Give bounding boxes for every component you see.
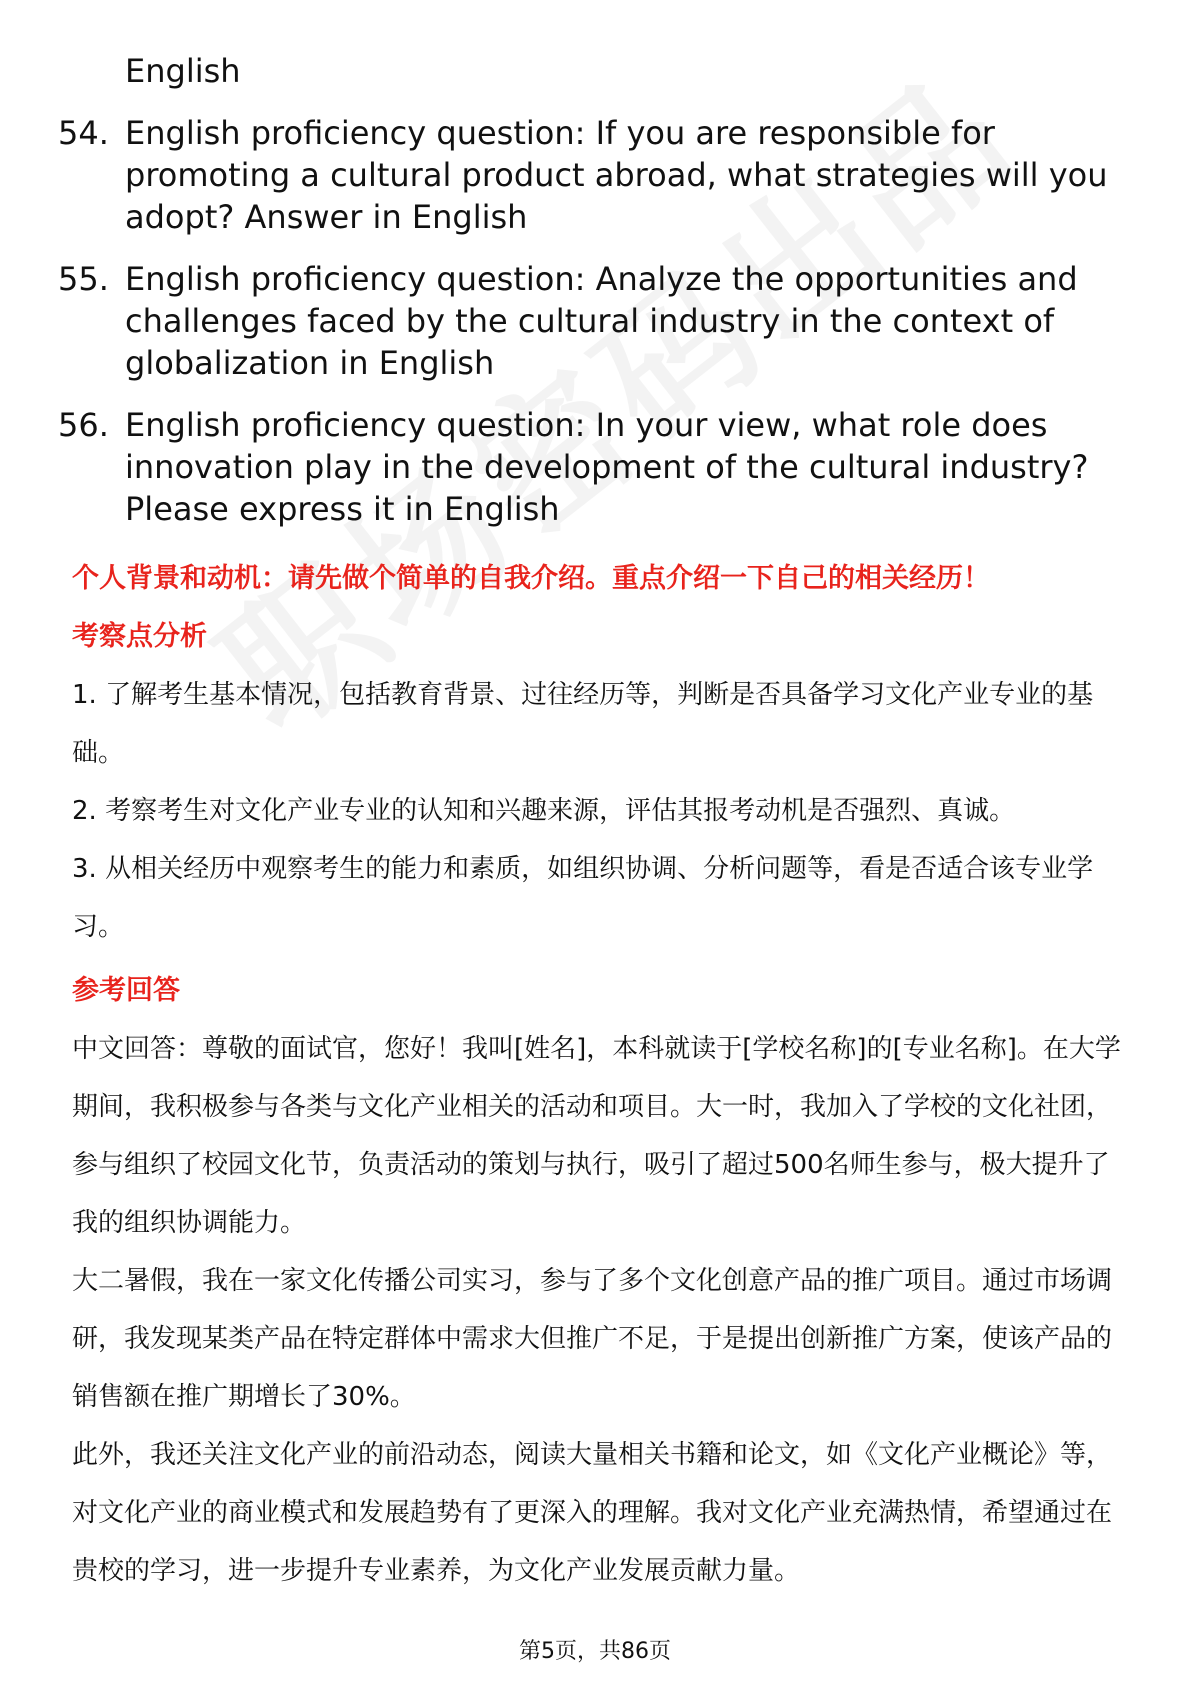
reference-paragraph: 此外，我还关注文化产业的前沿动态，阅读大量相关书籍和论文，如《文化产业概论》等，对文化产业的商业模式和发展趋势有了更深入的理解。我对文化产业充满热情，希望通过在贵校的学习，进一步提升专业素养，为文化产业发展贡献力量。 <box>72 1440 1113 1586</box>
list-item <box>58 112 1108 238</box>
question-text: English proficiency question: If you are responsible for promoting a cultural product abroad, what strategies will you adopt? Answer in English <box>125 114 1108 236</box>
interview-question-section <box>72 560 1132 1600</box>
analysis-point: 2. 考察考生对文化产业专业的认知和兴趣来源，评估其报考动机是否强烈、真诚。 <box>72 796 1016 826</box>
list-item <box>58 258 1108 384</box>
analysis-point: 1. 了解考生基本情况，包括教育背景、过往经历等，判断是否具备学习文化产业专业的基础。 <box>72 680 1094 768</box>
analysis-title: 考察点分析 <box>72 621 207 652</box>
question-number: 56. <box>58 406 109 444</box>
question-text: English proficiency question: Analyze the opportunities and challenges faced by the cultural industry in the context of globalization in English <box>125 260 1078 382</box>
question-heading: 个人背景和动机：请先做个简单的自我介绍。重点介绍一下自己的相关经历！ <box>72 563 990 594</box>
question-text: English proficiency question: In your view, what role does innovation play in the development of the cultural industry? Please express it in English <box>125 406 1089 528</box>
list-item <box>58 404 1108 530</box>
analysis-point: 3. 从相关经历中观察考生的能力和素质，如组织协调、分析问题等，看是否适合该专业学习。 <box>72 854 1094 942</box>
english-question-list <box>58 50 1108 530</box>
question-number: 54. <box>58 114 109 152</box>
page-number: 第5页，共86页 <box>519 1639 671 1664</box>
reference-paragraph: 中文回答：尊敬的面试官，您好！我叫[姓名]，本科就读于[学校名称]的[专业名称]。在大学期间，我积极参与各类与文化产业相关的活动和项目。大一时，我加入了学校的文化社团，参与组织了校园文化节，负责活动的策划与执行，吸引了超过500名师生参与，极大提升了我的组织协调能力。 <box>72 1034 1121 1238</box>
reference-answer-title: 参考回答 <box>72 975 180 1006</box>
question-number: 55. <box>58 260 109 298</box>
question-continuation: English <box>125 52 241 90</box>
reference-paragraph: 大二暑假，我在一家文化传播公司实习，参与了多个文化创意产品的推广项目。通过市场调研，我发现某类产品在特定群体中需求大但推广不足，于是提出创新推广方案，使该产品的销售额在推广期增长了30%。 <box>72 1266 1113 1412</box>
